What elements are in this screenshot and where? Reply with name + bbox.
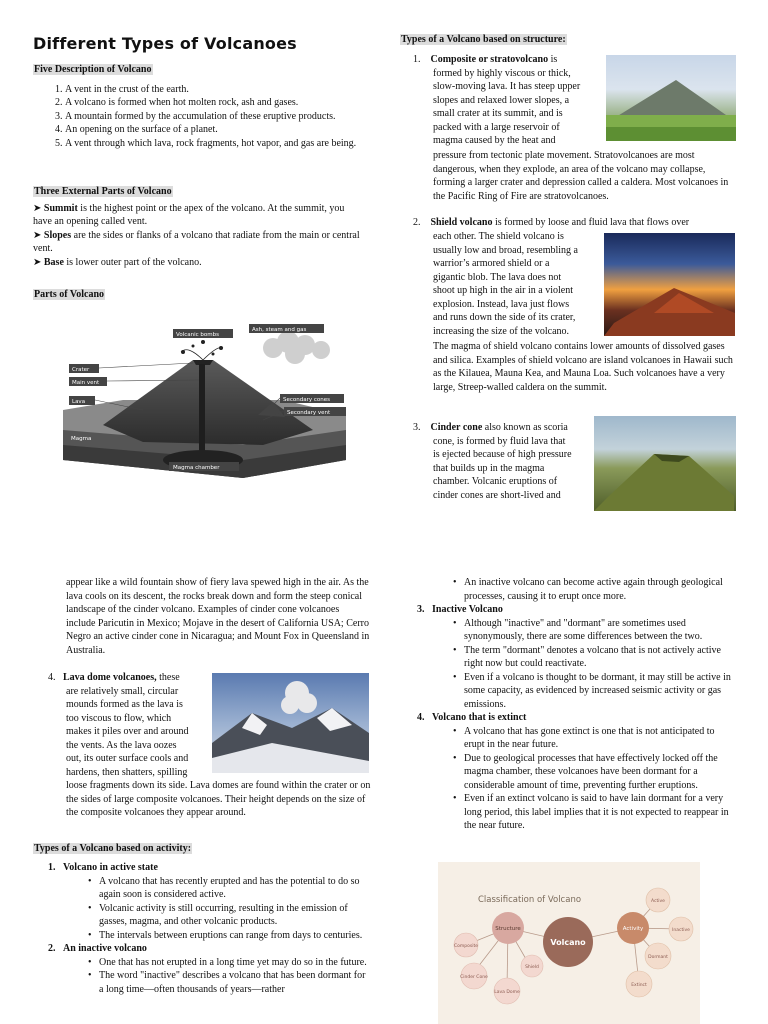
item-number: 3.: [417, 604, 425, 615]
composite-term: Composite or stratovolcano: [430, 54, 549, 65]
label-secondary-cones: Secondary cones: [283, 397, 330, 403]
label-magma-chamber: Magma chamber: [173, 465, 220, 471]
list-item: • One that has not erupted in a long time yet may do so in the future.: [66, 956, 368, 970]
text-line: packed with a large reservoir of: [433, 121, 560, 133]
composite-volcano-photo: [606, 55, 736, 141]
label-main-vent: Main vent: [72, 380, 100, 386]
node-structure: Structure: [495, 926, 521, 932]
arrow-icon: ➤: [33, 202, 42, 214]
text-line: slow-moving lava. It has steep upper: [433, 81, 581, 92]
text-line: shoot up high in the air in a violent: [433, 285, 573, 296]
text-line: makes it piles over and around: [66, 726, 189, 737]
active-title: Volcano in active state: [63, 862, 158, 873]
list-item: • A volcano that has gone extinct is one that is not anticipated to erupt in the near future.: [431, 725, 737, 752]
text-line: out, its outer surface cools and: [66, 753, 189, 764]
lava-dome-photo: [212, 673, 369, 773]
base-paragraph: [33, 256, 363, 270]
cinder-block: [413, 421, 593, 502]
activity-continued: [417, 576, 737, 833]
volcano-diagram: [63, 320, 346, 478]
list-item: 1. A vent in the crust of the earth.: [65, 83, 363, 97]
slopes-paragraph: [33, 229, 363, 256]
label-crater: Crater: [72, 367, 90, 373]
item-number: 1.: [48, 862, 56, 873]
text-line: cinder cones are short-lived and: [433, 489, 561, 501]
extinct-title: Volcano that is extinct: [432, 712, 527, 723]
list-item: 4. An opening on the surface of a planet.: [65, 123, 363, 137]
text-line: hardens, then shatters, spilling: [66, 766, 188, 778]
node-extinct: Extinct: [631, 983, 647, 988]
classification-diagram: [438, 862, 700, 1024]
text-line: cone, is formed by fluid lava that: [433, 435, 566, 447]
text-line: and runs down the side of its crater,: [433, 312, 576, 323]
list-item: • Even if an extinct volcano is said to have lain dormant for a very long period, this label implies that it is not expected to reappear in the near future.: [431, 792, 737, 833]
list-item: • A volcano that has recently erupted and has the potential to do so again soon is considered active.: [66, 875, 368, 902]
list-item: • The term "dormant" denotes a volcano that is not actively active right now but could reactivate.: [431, 644, 737, 671]
node-cinder-cone: Cinder Cone: [460, 975, 488, 980]
five-desc-heading: Five Description of Volcano: [34, 64, 152, 75]
structure-heading: Types of a Volcano based on structure:: [401, 34, 566, 45]
text-line: increasing the size of the volcano.: [433, 325, 570, 337]
slopes-text: are the sides or flanks of a volcano that radiate from the main or central vent.: [33, 229, 360, 254]
label-secondary-vent: Secondary vent: [287, 410, 331, 416]
text-line: that builds up in the magma: [433, 462, 545, 474]
lava-dome-term: Lava dome volcanoes,: [63, 672, 157, 683]
parts-heading: Parts of Volcano: [34, 289, 104, 300]
text-line: each other. The shield volcano is: [433, 231, 564, 242]
item-number: 4.: [48, 672, 56, 683]
text-line: is: [548, 54, 558, 65]
list-item: 3. A mountain formed by the accumulation of these eruptive products.: [65, 110, 363, 124]
text-line: are relatively small, circular: [66, 685, 179, 697]
shield-block: [433, 230, 603, 338]
node-volcano: Volcano: [550, 938, 586, 947]
text-line: usually low and broad, resembling a: [433, 244, 578, 256]
node-inactive: Inactive: [672, 928, 690, 933]
base-text: is lower outer part of the volcano.: [63, 256, 202, 268]
text-line: mounds formed as the lava is: [66, 699, 183, 710]
text-line: explosion. Instead, lava just flows: [433, 298, 570, 310]
node-shield: Shield: [525, 965, 539, 970]
base-term: Base: [43, 256, 64, 268]
text-line: warrior’s armored shield or a: [433, 258, 550, 269]
lava-dome-rest: loose fragments down its side. Lava domes are found within the crater or on the sides of large composite volcanoes. Their height depends on the size of the composite volcanoes they appear around.: [66, 780, 371, 818]
shield-volcano-photo: [604, 233, 735, 336]
list-item: • An inactive volcano can become active again through geological processes, causing it to erupt once more.: [431, 576, 737, 603]
list-item: 2. A volcano is formed when hot molten rock, ash and gases.: [65, 96, 363, 110]
text-line: small crater at its summit, and is: [433, 108, 563, 119]
cinder-continuation: appear like a wild fountain show of fiery lava spewed high in the air. As the lava cools on its descent, the rocks break down and form the steep conical landscape of the cinder volcano. Examples of cinder cone volcanoes include Paricutin in Mexico; Mojave in the desert of California USA; Cerro Negro an active cinder cone in Nicaragua; and Mount Fox in Queensland in Australia.: [66, 577, 370, 656]
arrow-icon: ➤: [33, 256, 42, 268]
node-active: Active: [651, 899, 665, 904]
item-number: 2.: [413, 217, 421, 228]
summit-text: is the highest point or the apex of the volcano. At the summit, you have an opening called vent.: [33, 202, 345, 227]
text-line: also known as scoria: [482, 422, 568, 433]
item-number: 2.: [48, 943, 56, 954]
classification-title: Classification of Volcano: [478, 895, 582, 905]
active-block: [48, 861, 368, 996]
summit-paragraph: [33, 202, 363, 229]
page-title: Different Types of Volcanoes: [33, 34, 297, 53]
summit-term: Summit: [43, 202, 78, 214]
composite-block: [413, 53, 593, 148]
external-parts-heading: Three External Parts of Volcano: [34, 186, 172, 197]
text-line: magma caused by the heat and: [433, 135, 556, 146]
label-bombs: Volcanic bombs: [176, 332, 219, 338]
list-item: • The word "inactive" describes a volcano that has been dormant for a long time—often thousands of years—rather: [66, 969, 368, 996]
item-number: 4.: [417, 712, 425, 723]
list-item: • Although "inactive" and "dormant" are sometimes used synonymously, there are some differences between the two.: [431, 617, 737, 644]
text-line: formed by highly viscous or thick,: [433, 67, 571, 79]
item-number: 3.: [413, 422, 421, 433]
label-lava: Lava: [72, 399, 86, 405]
five-desc-list: [33, 83, 363, 151]
slopes-term: Slopes: [43, 229, 72, 241]
node-lava-dome: Lava Dome: [494, 990, 520, 995]
lava-dome-block: [48, 671, 208, 779]
text-line: too viscous to flow, which: [66, 712, 172, 724]
inactive-title: An inactive volcano: [63, 943, 147, 954]
shield-term: Shield volcano: [430, 217, 493, 228]
list-item: • The intervals between eruptions can range from days to centuries.: [66, 929, 368, 943]
cinder-cone-photo: [594, 416, 736, 511]
text-line: is formed by loose and fluid lava that flows over: [492, 217, 690, 228]
shield-rest: The magma of shield volcano contains lower amounts of dissolved gases and silica. Examples of shield volcano are island volcanoes in Hawaii such as the Kilauea, Mauna Kea, and Mauna Loa. Such volcanoes have a very large, Streep-walled caldera on the summit.: [433, 341, 733, 393]
item-number: 1.: [413, 54, 421, 65]
activity-heading: Types of a Volcano based on activity:: [34, 843, 192, 854]
text-line: is ejected because of high pressure: [433, 449, 572, 460]
text-line: slopes and relaxed lower slopes, a: [433, 94, 570, 106]
label-magma: Magma: [71, 436, 92, 442]
list-item: 5. A vent through which lava, rock fragments, hot vapor, and gas are being.: [65, 137, 363, 151]
list-item: • Volcanic activity is still occurring, resulting in the emission of gasses, magma, and other volcanic products.: [66, 902, 368, 929]
text-line: these: [156, 672, 180, 683]
label-ash: Ash, steam and gas: [252, 327, 307, 333]
composite-rest: pressure from tectonic plate movement. Stratovolcanoes are most dangerous, when they explode, an area of the volcano may collapse, forming a larger crater and depression called a caldera. Most volcanoes in the Pacific Ring of Fire are stratovolcanoes.: [433, 150, 729, 202]
inactive-volcano-title: Inactive Volcano: [432, 604, 503, 615]
text-line: chamber. Volcanic eruptions of: [433, 476, 558, 487]
text-line: gigantic blob. The lava does not: [433, 271, 562, 283]
list-item: • Even if a volcano is thought to be dormant, it may still be active in some capacity, as evidenced by increased seismic activity or gas emissions.: [431, 671, 737, 712]
node-dormant: Dormant: [648, 955, 668, 960]
text-line: the vents. As the lava oozes: [66, 739, 177, 751]
cinder-term: Cinder cone: [430, 422, 483, 433]
arrow-icon: ➤: [33, 229, 42, 241]
node-composite: Composite: [453, 944, 479, 949]
node-activity: Activity: [622, 926, 644, 932]
list-item: • Due to geological processes that have effectively locked off the magma chamber, these volcanoes have been dormant for a considerable amount of time, preventing further eruptions.: [431, 752, 737, 793]
